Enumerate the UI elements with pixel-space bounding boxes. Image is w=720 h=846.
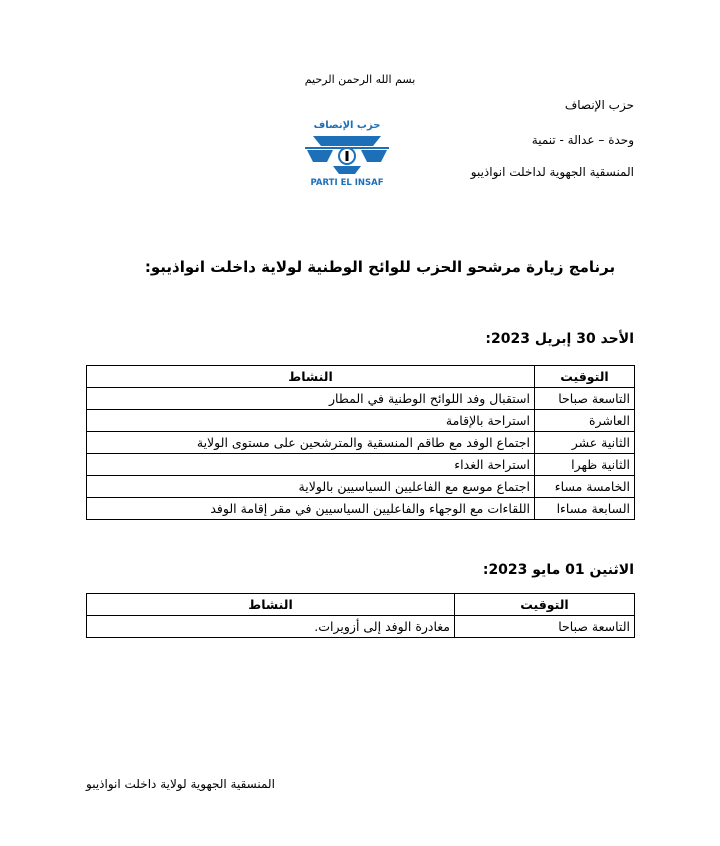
scale-pan-left-icon [307,150,333,162]
document-title: برنامج زيارة مرشحو الحزب للوائح الوطنية لولاية داخلت انواذيبو: [144,258,616,276]
party-logo [303,106,391,192]
cell-time: الثانية عشر [535,432,635,454]
logo-latin-text: PARTI EL INSAF [310,178,384,188]
cell-activity: استراحة الغداء [87,454,535,476]
cell-activity: اجتماع موسع مع الفاعليين السياسيين بالولاية [87,476,535,498]
footer-signature: المنسقية الجهوية لولاية داخلت انواذيبو [86,777,275,791]
party-name: حزب الإنصاف [564,98,634,112]
schedule-table-day-2 [86,593,635,638]
cell-time: التاسعة صباحا [455,616,635,638]
day-heading-1: الأحد 30 إبريل 2023: [485,331,634,347]
cell-time: السابعة مساءا [535,498,635,520]
cell-activity: استراحة بالإقامة [87,410,535,432]
table-header-row [87,594,635,616]
table-row [87,476,635,498]
table-row [87,498,635,520]
schedule-table-day-1 [86,365,635,520]
cell-activity: اجتماع الوفد مع طاقم المنسقية والمترشحين على مستوى الولاية [87,432,535,454]
cell-activity: استقبال وفد اللوائح الوطنية في المطار [87,388,535,410]
party-motto: وحدة – عدالة - تنمية [531,133,634,147]
cell-time: الثانية ظهرا [535,454,635,476]
cell-time: العاشرة [535,410,635,432]
logo-arabic-text: حزب الإنصاف [313,120,381,131]
day-heading-2: الاثنين 01 مايو 2023: [482,562,634,578]
column-header-activity: النشاط [87,594,455,616]
cell-activity: اللقاءات مع الوجهاء والفاعليين السياسيين في مقر إقامة الوفد [87,498,535,520]
table-header-row [87,366,635,388]
cell-time: الخامسة مساء [535,476,635,498]
table-row [87,616,635,638]
table-row [87,410,635,432]
basmala: بسم الله الرحمن الرحيم [304,73,416,86]
cell-time: التاسعة صباحا [535,388,635,410]
table-row [87,388,635,410]
column-header-activity: النشاط [87,366,535,388]
scale-pan-right-icon [361,150,387,162]
scale-beam-icon [313,136,381,146]
scale-base-icon [333,166,361,174]
regional-office: المنسقية الجهوية لداخلت انواذيبو [470,165,634,179]
table-row [87,454,635,476]
column-header-time: التوقيت [535,366,635,388]
column-header-time: التوقيت [455,594,635,616]
cell-activity: مغادرة الوفد إلى أزويرات. [87,616,455,638]
table-row [87,432,635,454]
